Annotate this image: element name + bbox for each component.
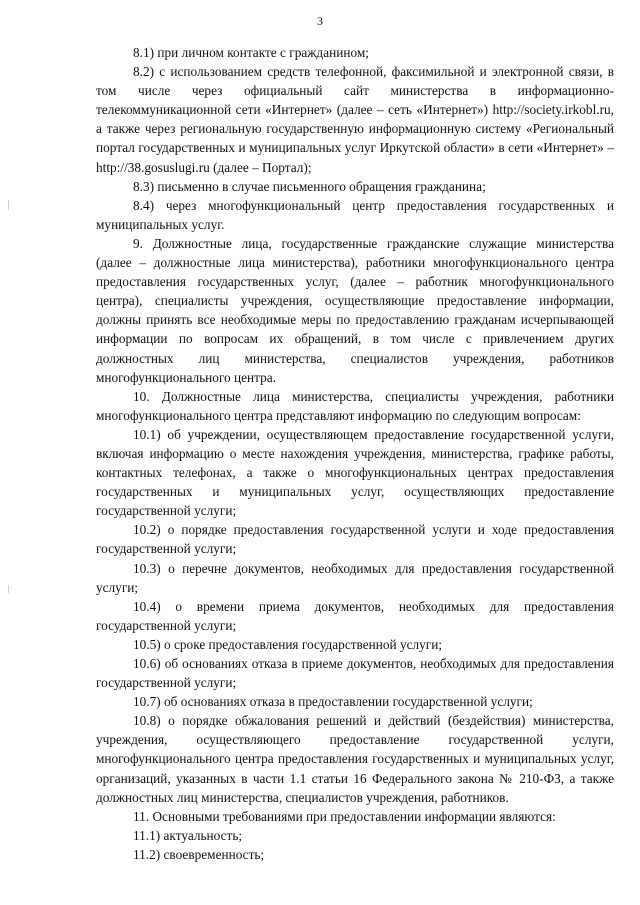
paragraph-9: 9. Должностные лица, государственные гражданские служащие министерства (далее – должностные лица министерства), работники многофункционального центра предоставления государственных услуг, (далее – работник многофункционального центра), специалисты учреждения, осуществляющие предоставление информации, должны принять все необходимые меры по предоставлению гражданам исчерпывающей информации по вопросам их обращений, в том числе с привлечением других должностных лиц министерства, специалистов учреждения, работников многофункционального центра. [96, 235, 614, 385]
paragraph-8-2: 8.2) с использованием средств телефонной, факсимильной и электронной связи, в том числе через официальный сайт министерства в информационно-телекоммуникационной сети «Интернет» (далее – сеть «Интернет») http://society.irkobl.ru, а также через региональную государственную информационную систему «Региональный портал государственных и муниципальных услуг Иркутской области» в сети «Интернет» – http://38.gosuslugi.ru (далее – Портал); [96, 64, 614, 175]
paragraph-8-4: 8.4) через многофункциональный центр предоставления государственных и муниципальных услуг. [96, 197, 614, 232]
paragraph-11: 11. Основными требованиями при предоставлении информации являются: [133, 808, 556, 824]
paragraph-11-1: 11.1) актуальность; [133, 827, 243, 843]
scan-edge-mark [8, 585, 9, 593]
scan-edge-mark [8, 200, 9, 210]
paragraph-10: 10. Должностные лица министерства, специалисты учреждения, работники многофункционального центра представляют информацию по следующим вопросам: [96, 388, 614, 423]
paragraph-10-4: 10.4) о времени приема документов, необходимых для предоставления государственной услуги; [96, 598, 614, 633]
paragraph-8-1: 8.1) при личном контакте с гражданином; [133, 45, 369, 60]
paragraph-10-2: 10.2) о порядке предоставления государственной услуги и ходе предоставления государственной услуги; [96, 522, 614, 557]
paragraph-10-6: 10.6) об основаниях отказа в приеме документов, необходимых для предоставления государственной услуги; [96, 656, 614, 691]
paragraph-11-2: 11.2) своевременность; [133, 846, 265, 862]
paragraph-10-1: 10.1) об учреждении, осуществляющем предоставление государственной услуги, включая информацию о месте нахождения учреждения, министерства, графике работы, контактных телефонах, а также о многофункциональных центрах предоставления государственных и муниципальных услуг, осуществляющих предоставление государственной услуги; [96, 426, 614, 519]
document-body [96, 43, 614, 864]
paragraph-10-3: 10.3) о перечне документов, необходимых для предоставления государственной услуги; [96, 560, 614, 595]
paragraph-10-5: 10.5) о сроке предоставления государственной услуги; [133, 636, 443, 652]
paragraph-8-3: 8.3) письменно в случае письменного обращения гражданина; [133, 178, 486, 194]
page-number: 3 [317, 14, 323, 28]
paragraph-10-7: 10.7) об основаниях отказа в предоставлении государственной услуги; [133, 694, 533, 710]
paragraph-10-8: 10.8) о порядке обжалования решений и действий (бездействия) министерства, учреждения, осуществляющего предоставление государственной услуги, многофункционального центра предоставления государственных и муниципальных услуг, организаций, указанных в части 1.1 статьи 16 Федерального закона № 210-ФЗ, а также должностных лиц министерства, специалистов учреждения, работников. [96, 713, 614, 805]
